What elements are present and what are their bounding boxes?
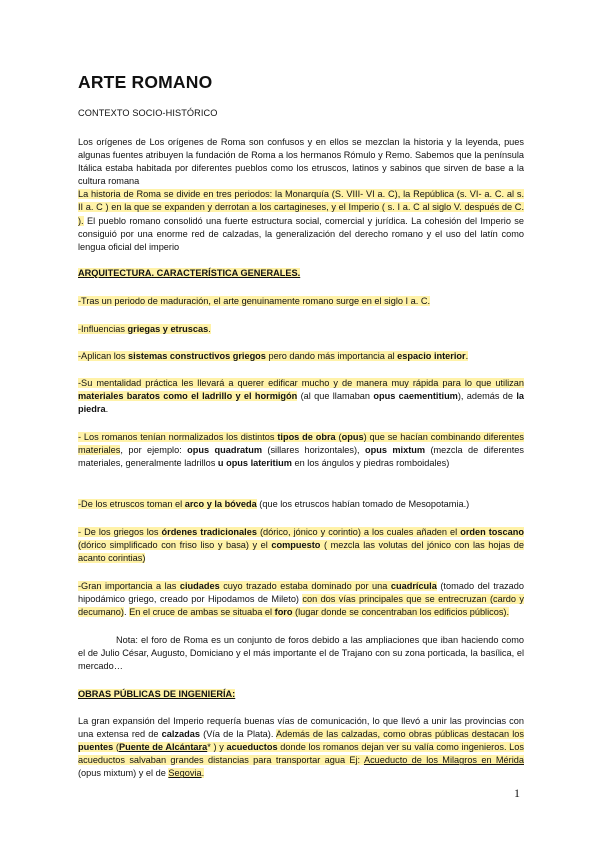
arch-item-6-bold: arco y la bóveda: [184, 499, 257, 509]
forum-note-text: Nota: el foro de Roma es un conjunto de foros debido a las ampliaciones que iban haciendo como el de Julio César, Augusto, Domiciano y el más importante el de Trajano con su zona porticada, la basílica, el mercado…: [78, 635, 524, 672]
arch-item-8: [78, 580, 524, 619]
arch-item-4-bold: materiales baratos como el ladrillo y el hormigón: [78, 391, 298, 402]
public-works-text-6: (opus mixtum) y el de: [78, 768, 169, 779]
arch-item-5-text-6: en los ángulos y piedras romboidales): [291, 458, 450, 469]
page-number: 1: [514, 786, 520, 800]
arch-item-7-text-3: (dórico simplificado con friso liso y basa) y el: [78, 540, 272, 551]
public-works-text-5: donde los romanos dejan ver su valía como ingenieros. Los acueductos salvaban grandes distancias para transportar agua Ej:: [78, 742, 524, 766]
arch-item-4-text: -Su mentalidad práctica les llevará a querer edificar mucho y de manera muy rápida para lo que utilizan: [78, 378, 524, 388]
arch-item-8-highlight: con dos vías principales que se entrecruzan (cardo y decumano): [78, 594, 524, 618]
arch-item-2-text: -Influencias: [78, 324, 128, 334]
arch-item-4-text-3: ), además de: [457, 391, 517, 402]
architecture-heading: [78, 267, 524, 280]
architecture-heading-text: ARQUITECTURA. CARACTERÍSTICA GENERALES.: [78, 268, 301, 278]
arch-item-5-paren: (: [335, 432, 342, 442]
intro-text-1: Los orígenes de Los orígenes de Roma son confusos y en ellos se mezclan la historia y la leyenda, pues algunas fuentes atribuyen la fundación de Roma a los hermanos Rómulo y Remo. Sabemos que la península Itálica estaba habitada por diferentes pueblos como los etruscos, latinos y sabinos que sirven de base a la cultura romana: [78, 137, 524, 187]
arch-item-4-bold-2: opus caementitium: [373, 391, 458, 402]
page-title: ARTE ROMANO: [78, 72, 213, 92]
arch-item-7-text-2: (dórico, jónico y corintio) a los cuales añaden el: [256, 527, 461, 537]
public-works-merida-link: Acueducto de los Milagros en Mérida: [363, 755, 524, 766]
arch-item-8-text-2: cuyo trazado estaba dominado por una: [219, 581, 391, 591]
public-works-end: .: [201, 768, 205, 779]
arch-item-7-bold-3: compuesto: [271, 540, 321, 551]
intro-periods-highlight: La historia de Roma se divide en tres periodos: la Monarquía (S. VIII- VI a. C), la República (s. VI- a. C. al s. II a. C ) en la que se expanden y derrotan a los cartagineses, y el Imperio ( s. I a. C al siglo V. después de C. ).: [78, 189, 524, 226]
arch-item-7-text-4: ( mezcla las volutas del jónico con las hojas de acanto corintias): [78, 540, 524, 564]
public-works-paren: (: [113, 742, 119, 753]
arch-item-2-bold: griegas y etruscas: [127, 324, 209, 334]
arch-item-5-bold-4: opus mixtum: [365, 445, 426, 456]
arch-item-6-text: -De los etruscos toman el: [78, 499, 185, 509]
arch-item-5-bold-3: opus quadratum: [187, 445, 262, 456]
arch-item-7-text: - De los griegos los: [78, 527, 162, 537]
public-works-bold-acueductos: acueductos: [226, 742, 278, 753]
arch-item-4: [78, 377, 524, 416]
public-works-bold-calzadas: calzadas: [161, 729, 200, 740]
section-subtitle: CONTEXTO SOCIO-HISTÓRICO: [78, 108, 218, 118]
arch-item-3: [78, 350, 524, 363]
arch-item-8-bold-3: foro: [274, 607, 293, 618]
public-works-heading-text: OBRAS PÚBLICAS DE INGENIERÍA:: [78, 689, 236, 699]
public-works-text-4: * ) y: [207, 742, 227, 753]
arch-item-5-bold: tipos de obra: [277, 432, 336, 442]
arch-item-5-text-5: (mezcla de diferentes materiales, generalmente ladrillos: [78, 445, 525, 469]
arch-item-7-bold: órdenes tradicionales: [161, 527, 257, 537]
arch-item-4-bold-3: la piedra: [78, 391, 524, 415]
arch-item-5-text-3: , por ejemplo:: [120, 445, 188, 456]
public-works-alcantara-link: Puente de Alcántara: [118, 742, 208, 753]
arch-item-8-text-5: (lugar donde se concentraban los edificios públicos).: [292, 607, 510, 618]
public-works-paragraph: [78, 715, 524, 780]
arch-item-8-bold: ciudades: [179, 581, 220, 591]
arch-item-8-sep: .: [123, 607, 130, 618]
arch-item-3-text: -Aplican los: [78, 351, 129, 361]
arch-item-5-bold-2: opus: [341, 432, 364, 442]
arch-item-7-bold-2: orden toscano: [460, 527, 524, 537]
arch-item-5-text-4: (sillares horizontales),: [262, 445, 366, 456]
arch-item-8-bold-2: cuadrícula: [390, 581, 437, 591]
arch-item-3-text-2: pero dando más importancia al: [265, 351, 398, 361]
arch-item-8-text: -Gran importancia a las: [78, 581, 180, 591]
public-works-text-1: La gran expansión del Imperio requería buenas vías de comunicación, lo que llevó a unir las provincias con una extensa red de: [78, 716, 524, 740]
intro-paragraph: [78, 136, 524, 254]
arch-item-1: [78, 295, 524, 308]
public-works-text-3: Además de las calzadas, como obras públicas destacan los: [276, 729, 525, 740]
public-works-bold-puentes: puentes: [78, 742, 114, 753]
arch-item-2-end: .: [208, 324, 211, 334]
arch-item-5-bold-5: u opus lateritium: [217, 458, 292, 469]
arch-item-1-text: -Tras un periodo de maduración, el arte genuinamente romano surge en el siglo I a. C.: [78, 296, 431, 306]
arch-item-3-bold: sistemas constructivos griegos: [128, 351, 266, 361]
arch-item-8-text-3: (tomado del trazado hipodámico griego, creado por Hipodamos de Mileto): [78, 581, 524, 605]
public-works-text-2: (Vía de la Plata).: [199, 729, 277, 740]
forum-note: [78, 634, 524, 673]
arch-item-4-end: .: [105, 404, 109, 415]
arch-item-2: [78, 323, 524, 336]
arch-item-4-text-2: (al que llamaban: [297, 391, 374, 402]
arch-item-5-text: - Los romanos tenían normalizados los distintos: [78, 432, 278, 442]
intro-text-2: El pueblo romano consolidó una fuerte estructura social, comercial y jurídica. La cohesión del Imperio se consiguió por una enorme red de calzadas, la generalización del derecho romano y el uso del latín como lengua oficial del imperio: [78, 215, 524, 252]
arch-item-5-text-2: ) que se hacían combinando diferentes materiales: [78, 432, 524, 456]
public-works-segovia-link: Segovia: [168, 768, 202, 779]
arch-item-3-end: .: [465, 351, 469, 361]
public-works-heading: [78, 688, 524, 701]
arch-item-7: [78, 526, 524, 565]
arch-item-5: [78, 431, 524, 470]
arch-item-8-text-4: En el cruce de ambas se situaba el: [129, 607, 275, 618]
arch-item-6-text-2: (que los etruscos habían tomado de Mesopotamia.): [256, 499, 470, 509]
arch-item-3-bold-2: espacio interior: [397, 351, 466, 361]
arch-item-6: [78, 498, 524, 511]
